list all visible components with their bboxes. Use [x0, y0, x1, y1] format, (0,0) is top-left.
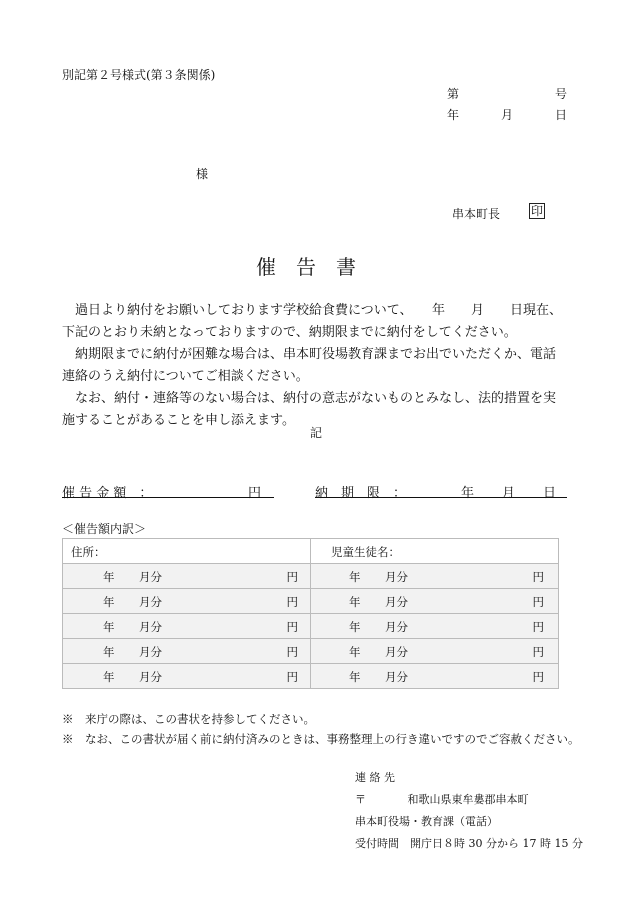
row-yen: 円 [532, 595, 544, 609]
contact-address-line [355, 789, 583, 811]
seal-mark: 印 [531, 204, 544, 218]
row-yen: 円 [286, 595, 298, 609]
row-year: 年 [349, 620, 361, 634]
contact-hours: 受付時間 開庁日８時 30 分から 17 時 15 分 [355, 837, 583, 850]
notes [62, 709, 580, 749]
note-item: ※ なお、この書状が届く前に納付済みのときは、事務整理上の行き違いですのでご容赦ください。 [62, 732, 580, 746]
doc-date-year: 年 [447, 108, 460, 122]
breakdown-header-row [63, 539, 559, 564]
body-text [62, 300, 572, 432]
student-name-label: 児童生徒名： [331, 545, 400, 559]
postal-mark: 〒 [355, 793, 366, 806]
table-row [63, 664, 559, 689]
row-yen: 円 [532, 645, 544, 659]
doc-number-prefix: 第 [447, 87, 460, 101]
row-yen: 円 [286, 670, 298, 684]
row-year: 年 [103, 595, 115, 609]
paragraph-3b: 施することがあることを申し添えます。 [62, 413, 295, 428]
row-yen: 円 [532, 620, 544, 634]
row-month: 月分 [139, 670, 162, 684]
deadline-day: 日 [543, 486, 557, 501]
amount-label: 催 告 金 額 ： [62, 486, 153, 501]
row-year: 年 [349, 670, 361, 684]
amount-unit: 円 [248, 486, 262, 501]
doc-date-day: 日 [555, 108, 568, 122]
contact-office: 串本町役場・教育課（電話） [355, 815, 498, 828]
row-month: 月分 [385, 595, 408, 609]
paragraph-1a: 過日より納付をお願いしております学校給食費について、 年 月 日現在、 [75, 303, 562, 318]
row-yen: 円 [532, 570, 544, 584]
row-month: 月分 [385, 570, 408, 584]
deadline-underline [315, 497, 567, 498]
paragraph-2a: 納期限までに納付が困難な場合は、串本町役場教育課までお出でいただくか、電話 [75, 347, 557, 362]
issuer-title: 串本町長 [452, 207, 501, 221]
row-yen: 円 [532, 670, 544, 684]
doc-number-suffix: 号 [555, 87, 568, 101]
row-month: 月分 [139, 645, 162, 659]
doc-date-month: 月 [501, 108, 514, 122]
paragraph-2b: 連絡のうえ納付についてご相談ください。 [62, 369, 309, 384]
form-reference: 別記第２号様式(第３条関係) [62, 68, 216, 82]
contact-address: 和歌山県東牟婁郡串本町 [407, 793, 529, 806]
paragraph-3a: なお、納付・連絡等のない場合は、納付の意志がないものとみなし、法的措置を実 [75, 391, 557, 406]
ki-mark: 記 [310, 426, 323, 440]
row-month: 月分 [385, 670, 408, 684]
contact-block [355, 767, 583, 855]
table-row [63, 614, 559, 639]
row-yen: 円 [286, 620, 298, 634]
row-year: 年 [103, 620, 115, 634]
address-label: 住所： [71, 545, 106, 559]
row-year: 年 [103, 645, 115, 659]
row-year: 年 [103, 570, 115, 584]
note-item: ※ 来庁の際は、この書状を持参してください。 [62, 712, 315, 726]
row-yen: 円 [286, 645, 298, 659]
deadline-month: 月 [502, 486, 516, 501]
paragraph-1b: 下記のとおり未納となっておりますので、納期限までに納付をしてください。 [62, 325, 517, 340]
row-month: 月分 [139, 595, 162, 609]
contact-heading: 連 絡 先 [355, 771, 395, 784]
row-month: 月分 [385, 645, 408, 659]
row-year: 年 [349, 570, 361, 584]
row-year: 年 [349, 645, 361, 659]
amount-underline [62, 497, 274, 498]
table-row [63, 564, 559, 589]
table-row [63, 639, 559, 664]
row-year: 年 [103, 670, 115, 684]
table-row [63, 589, 559, 614]
row-yen: 円 [286, 570, 298, 584]
document-title: 催 告 書 [256, 255, 356, 279]
addressee-suffix: 様 [196, 167, 209, 181]
row-month: 月分 [139, 570, 162, 584]
deadline-label: 納 期 限 ： [315, 486, 407, 501]
breakdown-table [62, 538, 559, 689]
row-month: 月分 [139, 620, 162, 634]
row-month: 月分 [385, 620, 408, 634]
breakdown-heading: ＜催告額内訳＞ [62, 522, 147, 536]
deadline-year: 年 [461, 486, 475, 501]
row-year: 年 [349, 595, 361, 609]
